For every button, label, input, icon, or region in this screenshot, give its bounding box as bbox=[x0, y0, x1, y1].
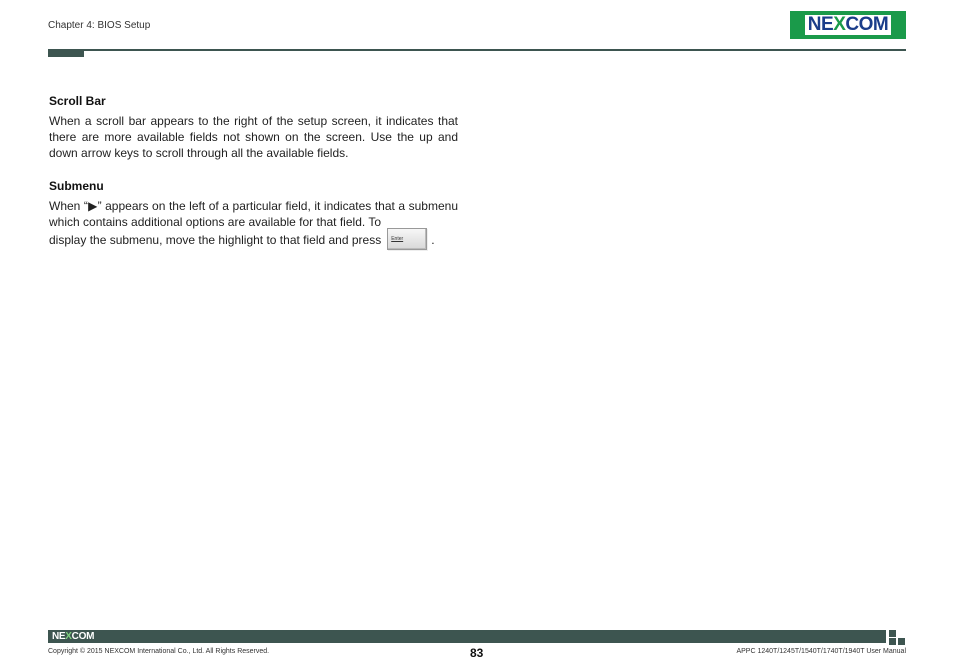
footer-square-decoration bbox=[889, 630, 896, 637]
footer-square-decoration bbox=[889, 638, 896, 645]
header-tab-marker bbox=[48, 49, 84, 57]
nexcom-logo bbox=[790, 11, 906, 39]
submenu-paragraph-line2: display the submenu, move the highlight to that field and press bbox=[49, 233, 382, 248]
logo-wordmark bbox=[805, 15, 891, 35]
page-number: 83 bbox=[470, 646, 484, 660]
copyright-text: Copyright © 2015 NEXCOM International Co., Ltd. All Rights Reserved. bbox=[48, 648, 270, 655]
scroll-bar-paragraph: When a scroll bar appears to the right of the setup screen, it indicates that there are more available fields not shown on the screen. Use the up and down arrow keys to scroll through all the available fields. bbox=[49, 114, 458, 160]
submenu-period: . bbox=[431, 233, 435, 248]
footer-logo bbox=[52, 631, 94, 642]
scroll-bar-heading: Scroll Bar bbox=[49, 94, 106, 108]
footer-logo-ne: NE bbox=[52, 631, 66, 642]
enter-key-icon bbox=[387, 228, 427, 250]
manual-title: APPC 1240T/1245T/1540T/1740T/1940T User Manual bbox=[736, 648, 906, 655]
logo-text-x: X bbox=[833, 14, 846, 35]
submenu-paragraph-end bbox=[49, 230, 458, 252]
chapter-label: Chapter 4: BIOS Setup bbox=[48, 20, 151, 31]
logo-text-ne: NE bbox=[807, 14, 834, 35]
header-divider bbox=[48, 49, 906, 51]
enter-key-label: Enter bbox=[391, 236, 404, 242]
footer-square-decoration bbox=[898, 638, 905, 645]
submenu-heading: Submenu bbox=[49, 179, 104, 193]
logo-text-com: COM bbox=[845, 14, 889, 35]
footer-logo-x: X bbox=[65, 631, 72, 642]
footer-bar bbox=[48, 630, 886, 643]
footer-logo-com: COM bbox=[71, 631, 95, 642]
submenu-paragraph: When “▶” appears on the left of a particular field, it indicates that a submenu which contains additional options are available for that field. To bbox=[49, 199, 458, 229]
